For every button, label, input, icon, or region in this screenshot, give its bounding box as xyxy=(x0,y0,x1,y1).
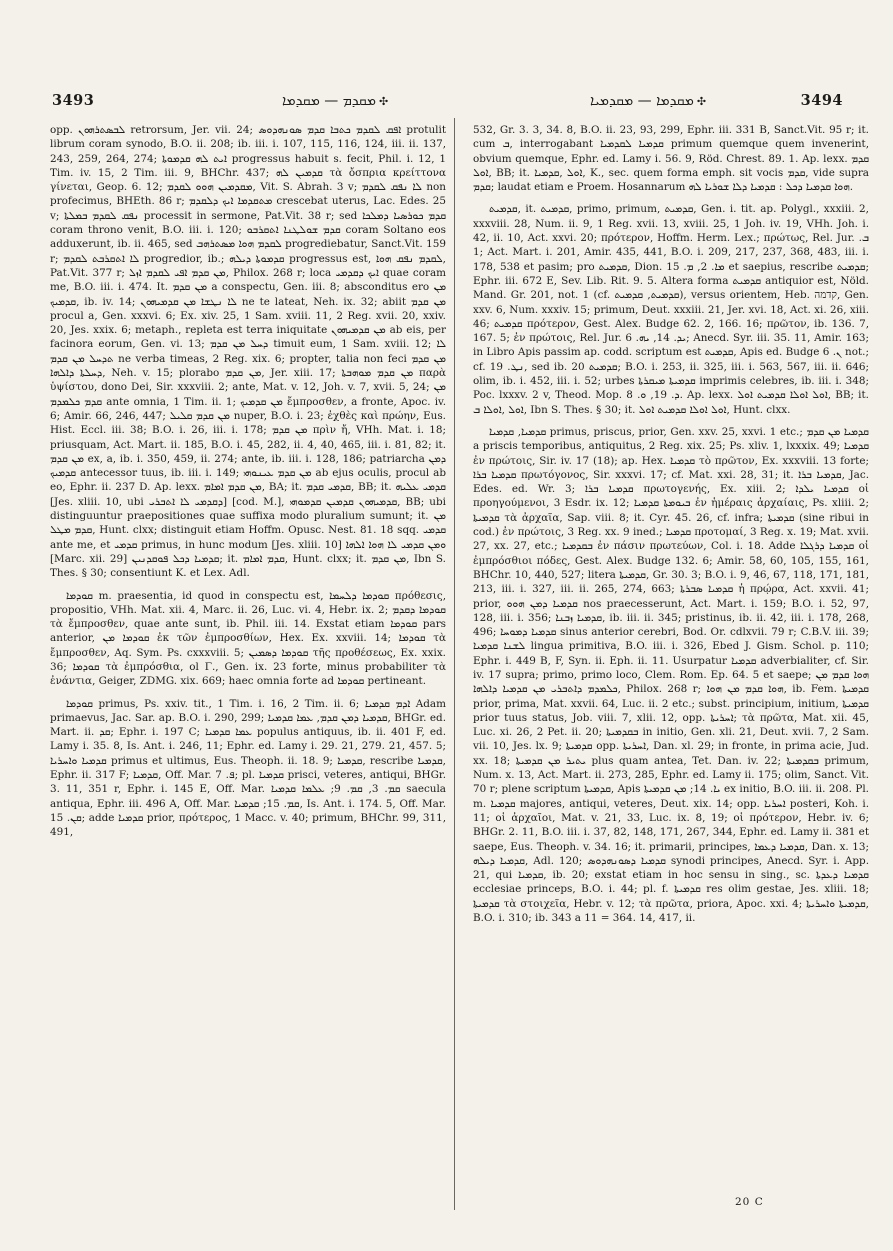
left-running-head xyxy=(282,93,391,109)
entry-paragraph: ܩܕܡܝܬ, it. ܩܕܡܝܬ, primo, primum, ܩܕܡܝܬ, Gen. i. tit. ap. Polygl., xxxiii. 2, xxxviii. 28, Num. ii. 9, 1 Reg. xvii. 13, xviii. 25, 1 Joh. iv. 19, VHh. Joh. i. 42, ii. 10, Act. xxvi. 20; πρότερον, Hoffm. Herm. Lex.; πρώτως, Rel. Jur. ܒ. 1; Act. Mart. i. 201, Amir. 435, 441, B.O. i. 209, 217, 237, 368, 483, iii. i. 178, 538 et pasim; pro ܩܕܡܝܬ, Dion. ܡܐ. 2, ܡ. 15 et saepius, rescribe ܩܕܡܝܬ; Ephr. iii. 672 E, Sev. Lib. Rit. 9. 5. Altera forma ܩܕܡܝܬ antiquior est, Nöld. Mand. Gr. 201, not. 1 (cf. ܩܕܡܝܬ, ܩܕܡܝܬ), versus orientem, Heb. קדמה, Gen. xxv. 6, Num. xxxiv. 15; primum, Deut. xxxiii. 21, Jer. xvi. 18, Act. xi. 26, xiii. 46; ܩܕܡܝܬ πρότερον, Gest. Alex. Budge 62. 2, 166. 16; πρῶτον, ib. 136. 7, 167. 5; ἐν πρώτοις, Rel. Jur. ܝܕ. 14, ܝܗ. 6; Anecd. Syr. iii. 35. 11, Amir. 163; in Libro Apis passim ap. codd. scriptum est ܩܕܡܝܬ, Apis ed. Budge ܢ. 6 not.; cf. ܢܛ. 19, sed ib. 20 ܩܕܡܝܬ; B.O. i. 253, ii. 325, iii. i. 563, 567, iii. ii. 646; olim, ib. i. 452, iii. i. 52; urbes ܩܕܡܝܬܐ ܡܝܩܪܬܐ imprimis celebres, ib. iii. i. 348; Poc. lxxxv. 2 v, Theod. Mop. ܕ. 19, ܘ. 8. Ap. lexx. ܐܘܠ ܐܘܠܐ ܩܕܡܝܬ ܐܘܠ, BB; it. ܐܘܠ ,ܐܘܠܐ ܒ, Ibn S. Thes. § 30; it. ܐܘܠ ܐܘܠܐ ܩܕܡܝܬ ܐܘܠ, Hunt. clxx. xyxy=(473,203,869,416)
ornament-icon: ✣ xyxy=(379,95,389,108)
column-divider xyxy=(454,118,455,1210)
entry-paragraph: 532, Gr. 3. 3, 34. 8, B.O. ii. 23, 93, 299, Ephr. iii. 331 B, Sanct.Vit. 95 r; it. cum ܒ, interrogabant ܩܕܡܝܐ ܠܩܕܡܝܐ primum quemque quem invenerint, obvium quemque, Ephr. ed. Lamy i. 56. 9, Röd. Chrest. 89. 1. Ap. lexx. ܩܕܡ ܐܘܠ, BB; it. ܐܘܠ ,ܩܕܡܝܐ, K., sec. quem forma emph. sit vocis ܩܕܡ, vide supra ܩܕܡ; laudat etiam e Proem. Hosannarum ܗܘܐ ܩܕܡܝܐ ܕܟܠ : ܩܕܡܝܐ ܕܠܐ ܫܘܪܝܐ ܠܗ. xyxy=(473,124,869,194)
entry-paragraph: opp. ܠܒܣܬܪܗܘܢ retrorsum, Jer. vii. 24; ܐܦܩ ܠܩܕܡ ܟܬܒܐ ܩܕܡ ܣܘܢܗܕܘܣ protulit librum coram synodo, B.O. ii. 208; ib. iii. i. 107, 115, 116, 124, iii. ii. 137, 243, 259, 264, 274; ܐܝܬ ܠܗ ܩܕܡܘܬܐ progressus habuit s. fecit, Phil. i. 12, 1 Tim. iv. 15, 2 Tim. iii. 9, BHChr. 437; ܩܕܡܝܢ ܠܗ τὰ ὄσπρια κρείττονα γίνεται, Geop. 6. 12; ܡܩܕܡܝܢ ܗܘܘ ܠܩܕܡ, Vit. S. Abrah. 3 v; ܠܐ ܢܦܩ ܠܩܕܡ non profecimus, BHEth. 86 r; ܡܬܩܕܡܐ ܐܝܟ ܕܠܩܕܡ crescebat uterus, Lac. Edes. 25 v; ܢܦܩ ܠܩܕܡ ܒܡܠܬܐ processit in sermone, Pat.Vit. 38 r; sed ܩܕܡ ܟܘܪܣܝܐ ܕܡܠܟܐ coram throno venit, B.O. iii. i. 120; ܩܕܡ ܫܘܠܛܢܐ ܐܬܩܪܒܘ coram Soltano eos adduxerunt, ib. ii. 465, sed ܠܩܕܡ ܗܘܐ ܡܣܬܪܗܒ progrediebatur, Sanct.Vit. 159 r; ܠܐ ܐܬܩܪܒܬ ܠܩܕܡ progredior, ib.; ܩܕܡܘܬܐ ܕܝܠܗ progressus est, ܠܩܕܡ ܢܦܩ ܗܘܐ, Pat.Vit. 377 r; ܡܢ ܩܕܡ ܐܦܝ ܠܩܕܡ ܐܙܠ, Philox. 268 r; loca ܐܝܟ ܕܩܕܡܝ quae coram me, B.O. iii. i. 474. It. ܡܢ ܩܕܡ a conspectu, Gen. iii. 8; absconditus ero ܡܢ ܩܕܡܝܟ, ib. iv. 14; ܠܐ ܢܛܫܐ ܡܢ ܩܕܡܝܗܘܢ ne te lateat, Neh. ix. 32; abiit ܡܢ ܩܕܡ procul a, Gen. xxxvi. 6; Ex. xiv. 25, 1 Sam. xviii. 11, 2 Reg. xvii. 20, xxiv. 20, Jes. xxix. 6; metaph., repleta est terra iniquitate ܡܢ ܩܕܡܝܗܘܢ ab eis, per facinora eorum, Gen. vi. 13; ܕܚܠ ܡܢ ܩܕܡ timuit eum, 1 Sam. xviii. 12; ܠܐ ܬܕܚܠ ܡܢ ܩܕܡ ne verba timeas, 2 Reg. xix. 6; propter, talia non feci ܡܢ ܩܕܡ ܕܚܠܬܐ ܕܐܠܗܐ, Neh. v. 15; plorabo ܡܢ ܩܕܡ, Jer. xiii. 17; ܡܢ ܩܕܡ ܡܘܗܒܬܐ παρὰ ὑψίστου, dono Dei, Sir. xxxviii. 2; ante, Mat. v. 12, Joh. v. 7, xvii. 5, 24; ܡܢ ܩܕܡ ܟܠܡܕܡ ante omnia, 1 Tim. ii. 1; ܡܢ ܩܕܡܝܟ ἔμπροσθεν, a fronte, Apoc. iv. 6; Amir. 66, 246, 447; ܡܢ ܩܕܡ ܩܠܝܠ nuper, B.O. i. 23; ἐχθὲς καὶ πρώην, Eus. Hist. Eccl. iii. 38; B.O. i. 26, iii. i. 178; ܡܢ ܩܕܡ πρὶν ἤ, VHh. Mat. i. 18; priusquam, Act. Mart. ii. 185, B.O. i. 45, 282, ii. 4, 40, 465, iii. i. 81, 82; it. ܡܢ ܩܕܡ ex, a, ib. i. 350, 459, ii. 274; ante, ib. iii. i. 128, 186; patriarcha ܕܡܢ ܩܕܡܝܟ antecessor tuus, ib. iii. i. 149; ܡܢ ܩܕܡ ܥܝܢܘܗܝ ab ejus oculis, procul ab eo, Ephr. ii. 237 D. Ap. lexx. ܡܢ ܩܕܡ ܐܡܐܡ, BA; it. ܩܕܡܝ ܩܕܡ, BB; it. ܩܕܡܝ ܥܠܝܗ [Jes. xliii. 10, ubi ܕܩܕܡܝ ܠܐ ܐܬܒܪܝ] [cod. M.], ܩܕܡܝܗܘܢ ܩܕܡܝܢ ܩܕܡܘܗܝ, BB; ubi distinguuntur praepositiones quae suffixa modo pluralium sumunt; it. ܡܢ ܩܕܡ ܡܛܠ, Hunt. clxx; distinguit etiam Hoffm. Opusc. Nest. 81. 18 sqq. ܩܕܡܝ ante me, et ܩܕܡܝ primus, in hunc modum [Jes. xliii. 10] ܘܡܢ ܩܕܡܝ ܠܐ ܗܘܐ ܐܠܗܐ [Marc. xii. 29] ܩܕܡܝܐ ܕܟܠ ܦܘܩܕܢܝܢ; it. ܩܕܡ ܐܡܐܡ, Hunt. clxx; it. ܡܢ ܩܕܡ, Ibn S. Thes. § 30; consentiunt K. et Lex. Adl. xyxy=(50,124,446,580)
right-column xyxy=(473,123,869,1198)
right-running-head xyxy=(590,93,709,109)
left-page-number: 3493 xyxy=(52,92,95,109)
ornament-icon: ✣ xyxy=(696,95,707,108)
right-page-number: 3494 xyxy=(800,92,843,109)
entry-paragraph: ܩܘܕܡܐ primus, Ps. xxiv. tit., 1 Tim. i. 16, 2 Tim. ii. 6; ܐܕܡ ܩܕܡܝܐ Adam primaevus, Jac. Sar. ap. B.O. i. 290, 299; ܩܕܡܝܐ ܕܡܢ ܩܕܡ, ܥܡܐ ܩܕܡܝܐ, BHGr. ed. Mart. ii. ܩܕ; Ephr. i. 197 C; ܥܡܐ ܩܕܡܝܐ populus antiquus, ib. ii. 401 F, ed. Lamy i. 35. 8, Is. Ant. i. 246, 11; Ephr. ed. Lamy i. 29. 21, 279. 21, 457. 5; ܩܕܡܝܐ ܘܐܚܪܝܐ primus et ultimus, Eus. Theoph. ii. 18. 9; ܩܕܡܝܐ, rescribe ܩܕܡܝܐ, Ephr. ii. 317 F; ܩܕܡܝܐ, Off. Mar. ܦ. 7; pl. ܩܕܡܝܐ prisci, veteres, antiqui, BHGr. 3. 11, 351 r, Ephr. i. 145 E, Off. Mar. ܩܡ. 3, ܩܡ. 9; ܥܠܡܐ ܩܕܡܝܐ saecula antiqua, Ephr. iii. 496 A, Off. Mar. ܩܡ. 15; ܩܕܡܝܐ, Is. Ant. i. 174. 5, Off. Mar. ܩܢ. 15; adde ܩܕܡܝܐ prior, πρότερος, 1 Macc. v. 40; primum, BHChr. 99, 311, 491, xyxy=(50,697,446,839)
left-column xyxy=(50,123,446,1198)
right-running-head-text: ܡܩܕܡܐ — ܡܩܕܡܝܐ xyxy=(590,93,694,109)
entry-paragraph: ܩܘܕܡܐ m. praesentia, id quod in conspectu est, ܩܘܕܡܐ ܕܠܚܡܐ πρόθεσις, propositio, VHh. Mat. xii. 4, Marc. ii. 26, Luc. vi. 4, Hebr. ix. 2; ܩܘܕܡܐ ܕܩܕܡ τὰ ἔμπροσθεν, quae ante sunt, ib. Phil. iii. 14. Exstat etiam ܩܘܕܡܐ pars anterior, ܩܘܕܡܐ ܡܢ ἐκ τῶν ἐμπροσθίων, Hex. Ex. xxviii. 14; ܩܘܕܡܐ τὰ ἔμπροσθεν, Aq. Sym. Ps. cxxxviii. 5; ܩܘܕܡܐ ܕܣܡܝܢ τῆς προθέσεως, Ex. xxix. 36; ܩܘܕܡܐ τὰ ἐμπρόσθια, ol Γ., Gen. ix. 23 forte, minus probabiliter τὰ ἐνάντια, Geiger, ZDMG. xix. 669; haec omnia forte ad ܩܘܕܡܐ pertineant. xyxy=(50,589,446,688)
signature-mark: 20 C xyxy=(735,1196,764,1208)
page-header xyxy=(52,92,843,116)
left-running-head-text: ܡܩܕܡ — ܡܩܕܡܐ xyxy=(282,93,377,109)
entry-paragraph: ܩܕܡܝܐ, ܩܕܡܝܐ primus, priscus, prior, Gen. xxv. 25, xxvi. 1 etc.; ܩܕܡܝܐ ܡܢ ܩܕܡ a priscis temporibus, antiquitus, 2 Reg. xix. 25; Ps. xliv. 1, lxxxix. 49; ܩܕܡܝܐ ἐν πρώτοις, Sir. iv. 17 (18); ap. Hex. ܩܕܡܝܐ τὸ πρῶτον, Ex. xxxviii. 13 forte; ܩܕܡܝܐ ܒܪܐ πρωτόγονος, Sir. xxxvi. 17; cf. Mat. xxi. 28, 31; it. ܩܕܡܝܐ ܒܪܐ, Jac. Edes. ed. Wr. 3; ܩܕܡܝܐ ܒܪܐ πρωτογενής, Ex. xiii. 2; ܩܕܡܝܐ ܝܠܕܐ οἱ προηγούμενοι, 3 Esdr. ix. 12; ܒܝܘܡܬܐ ܩܕܡܝܐ ἐν ἡμέραις ἀρχαίαις, Ps. xliii. 2; ܩܕܡܝܬܐ τὰ ἀρχαῖα, Sap. viii. 8; it. Cyr. 45. 26, cf. infra; ܩܕܡܝܬܐ (sine ribui in cod.) ἐν πρώτοις, 3 Reg. xx. 9 ined.; ܩܕܡܝܐ προτομαί, 3 Reg. x. 19; Mat. xvii. 27, xx. 27, etc.; ܒܩܕܡܝܐ ἐν πάσιν πρωτεύων, Col. i. 18. Adde ܩܕܡܝܐ ܕܪܓܠܐ οἱ ἐμπρόσθιοι πόδες, Gest. Alex. Budge 132. 6; Amir. 58, 60, 105, 155, 161, BHChr. 10, 440, 527; litera ܩܕܡܝܬܐ, Gr. 30. 3; B.O. i. 9, 46, 67, 118, 171, 181, 213, iii. i. 327, iii. ii. 265, 274, 663; ܩܕܡܝܐ ܣܒܪܬܐ ἡ πρῴρα, Act. xxvii. 41; prior, ܩܕܡܝܐ ܕܡܢ ܗܘܘ nos praecesserunt, Act. Mart. i. 159; B.O. i. 52, 97, 128, iii. i. 356; ܩܕܡܝܐ ܙܒܢܐ, ib. iii. ii. 345; pristinus, ib. ii. 42, iii. i. 178, 268, 496; ܩܕܡܝܐ ܕܡܘܚܐ sinus anterior cerebri, Bod. Or. cdlxvii. 79 r; C.B.V. iii. 39; ܠܫܢܐ ܩܕܡܝܐ lingua primitiva, B.O. iii. i. 326, Ebed J. Gism. Schol. p. 110; Ephr. i. 449 B, F, Syn. ii. Eph. ii. 11. Usurpatur ܩܕܡܝܐ adverbialiter, cf. Sir. iv. 17 supra; primo, primo loco, Clem. Rom. Ep. 64. 5 et saepe; ܗܘܐ ܩܕܡ ܡܢ ܟܠܡܕܡ ܕܐܬܒܪܝ ܡܢ ܩܕܡܝܐ ܕܐܠܗܐ, Philox. 268 r; ܗܘܐ ܩܕܡ ܡܢ ܗܘܐ, ib. Fem. ܩܕܡܝܬܐ prior, prima, Mat. xxvii. 64, Luc. ii. 2 etc.; subst. principium, initium, ܩܕܡܝܬܐ prior tuus status, Job. viii. 7, xlii. 12, opp. ܐܚܪܝܬܐ; τὰ πρῶτα, Mat. xii. 45, Luc. xi. 26, 2 Pet. ii. 20; ܒܩܕܡܝܬܐ in initio, Gen. xli. 21, Deut. xvii. 7, 2 Sam. vii. 10, Jes. lx. 9; ܩܕܡܝܬܐ opp. ܐܚܪܝܬܐ, Dan. xl. 29; in fronte, in prima acie, Jud. xx. 18; ܝܬܝܪ ܡܢ ܩܕܡܝܬܐ plus quam antea, Tet. Dan. iv. 22; ܒܩܕܡܝܬܐ primum, Num. x. 13, Act. Mart. ii. 273, 285, Ephr. ed. Lamy ii. 175; olim, Sanct. Vit. 70 r; plene scriptum ܩܕܡܝܬܐ, Apis ܝܐ. 14; ܡܢ ܩܕܡܝܬܐ ex initio, B.O. iii. ii. 208. Pl. m. ܩܕܡܝܐ majores, antiqui, veteres, Deut. xix. 14; opp. ܐܚܪܝܐ posteri, Koh. i. 11; οἱ ἀρχαῖοι, Mat. v. 21, 33, Luc. ix. 8, 19; οἱ πρότερον, Hebr. iv. 6; BHGr. 2. 11, B.O. iii. i. 37, 82, 148, 171, 267, 344, Ephr. ed. Lamy ii. 381 et saepe, Eus. Theoph. v. 34. 16; it. primarii, principes, ܩܕܡܝܐ ܕܥܡܐ, Dan. x. 13; ܩܕܡܝܐ ܕܝܠܗ, Adl. 120; ܩܕܡܝܐ ܕܣܘܢܗܕܘܣ synodi principes, Anecd. Syr. i. App. 21, qui ܩܕܡܝܐ, ib. 20; exstat etiam in hoc sensu in sing., sc. ܩܕܡܝܐ ܕܥܕܬܐ ecclesiae princeps, B.O. i. 44; pl. f. ܩܕܡܝܬܐ res olim gestae, Jes. xliii. 18; ܩܕܡܝܬܐ τὰ στοιχεῖα, Hebr. v. 12; τὰ πρῶτα, priora, Apoc. xxi. 4; ܩܕܡܝܬܐ ܘܐܚܪܝܬܐ, B.O. i. 310; ib. 343 a 11 = 364. 14, 417, ii. xyxy=(473,425,869,925)
